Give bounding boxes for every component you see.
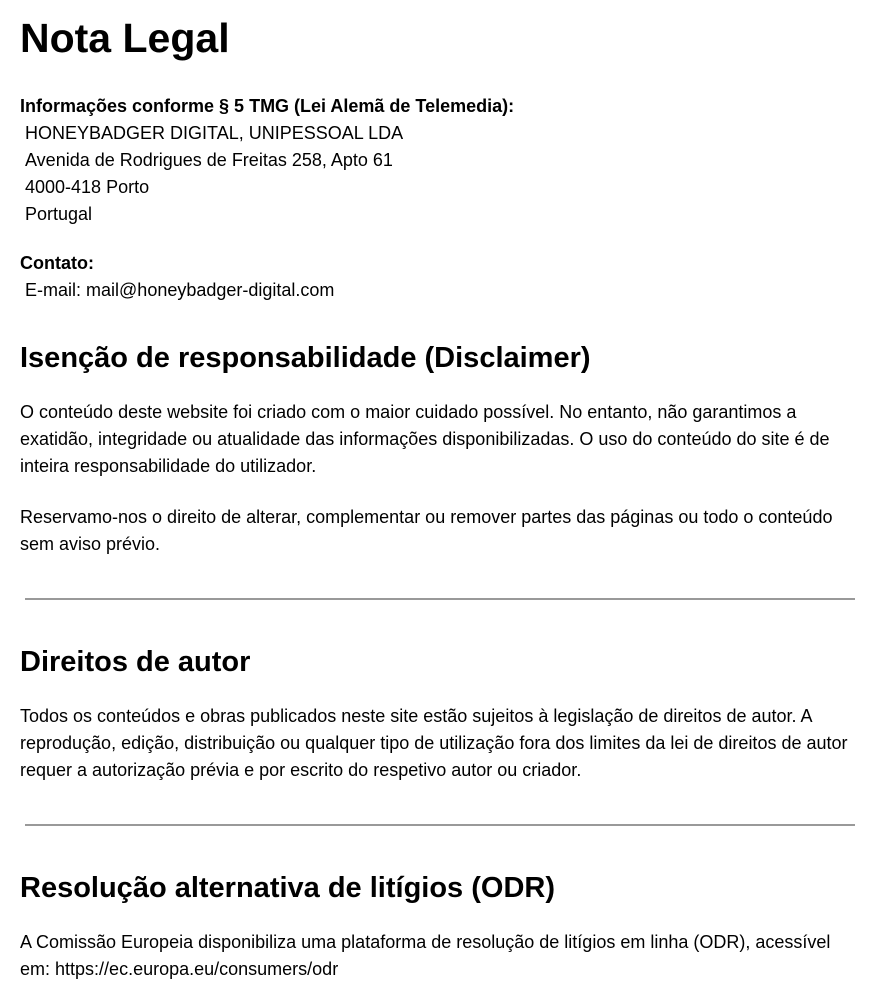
- page-title: Nota Legal: [20, 15, 230, 61]
- section-divider: [25, 824, 855, 826]
- odr-link[interactable]: https://ec.europa.eu/consumers/odr: [55, 959, 339, 979]
- odr-paragraph: [20, 929, 854, 983]
- company-city: 4000-418 Porto: [25, 177, 150, 197]
- contact-section: [20, 250, 854, 304]
- company-info-heading: Informações conforme § 5 TMG (Lei Alemã de Telemedia):: [20, 96, 515, 116]
- section-divider: [25, 598, 855, 600]
- contact-heading: Contato:: [20, 253, 94, 273]
- company-country: Portugal: [25, 204, 93, 224]
- odr-text: A Comissão Europeia disponibiliza uma plataforma de resolução de litígios em linha (ODR), acessível em:: [20, 932, 831, 979]
- company-name: HONEYBADGER DIGITAL, UNIPESSOAL LDA: [25, 123, 404, 143]
- email-link[interactable]: mail@honeybadger-digital.com: [86, 280, 335, 300]
- odr-heading: Resolução alternativa de litígios (ODR): [20, 872, 555, 904]
- copyright-paragraph: Todos os conteúdos e obras publicados neste site estão sujeitos à legislação de direitos de autor. A reprodução, edição, distribuição ou qualquer tipo de utilização fora dos limites da lei de direitos de autor requer a autorização prévia e por escrito do respetivo autor ou criador.: [20, 706, 848, 780]
- disclaimer-paragraph-2: Reservamo-nos o direito de alterar, complementar ou remover partes das páginas ou todo o conteúdo sem aviso prévio.: [20, 507, 833, 554]
- copyright-heading: Direitos de autor: [20, 646, 251, 678]
- disclaimer-heading: Isenção de responsabilidade (Disclaimer): [20, 342, 591, 374]
- email-label: E-mail:: [25, 280, 82, 300]
- contact-email-line: [20, 277, 854, 304]
- disclaimer-paragraph-1: O conteúdo deste website foi criado com o maior cuidado possível. No entanto, não garantimos a exatidão, integridade ou atualidade das informações disponibilizadas. O uso do conteúdo do site é de inteira responsabilidade do utilizador.: [20, 402, 830, 476]
- company-street: Avenida de Rodrigues de Freitas 258, Apto 61: [25, 150, 393, 170]
- company-info-section: [20, 93, 854, 228]
